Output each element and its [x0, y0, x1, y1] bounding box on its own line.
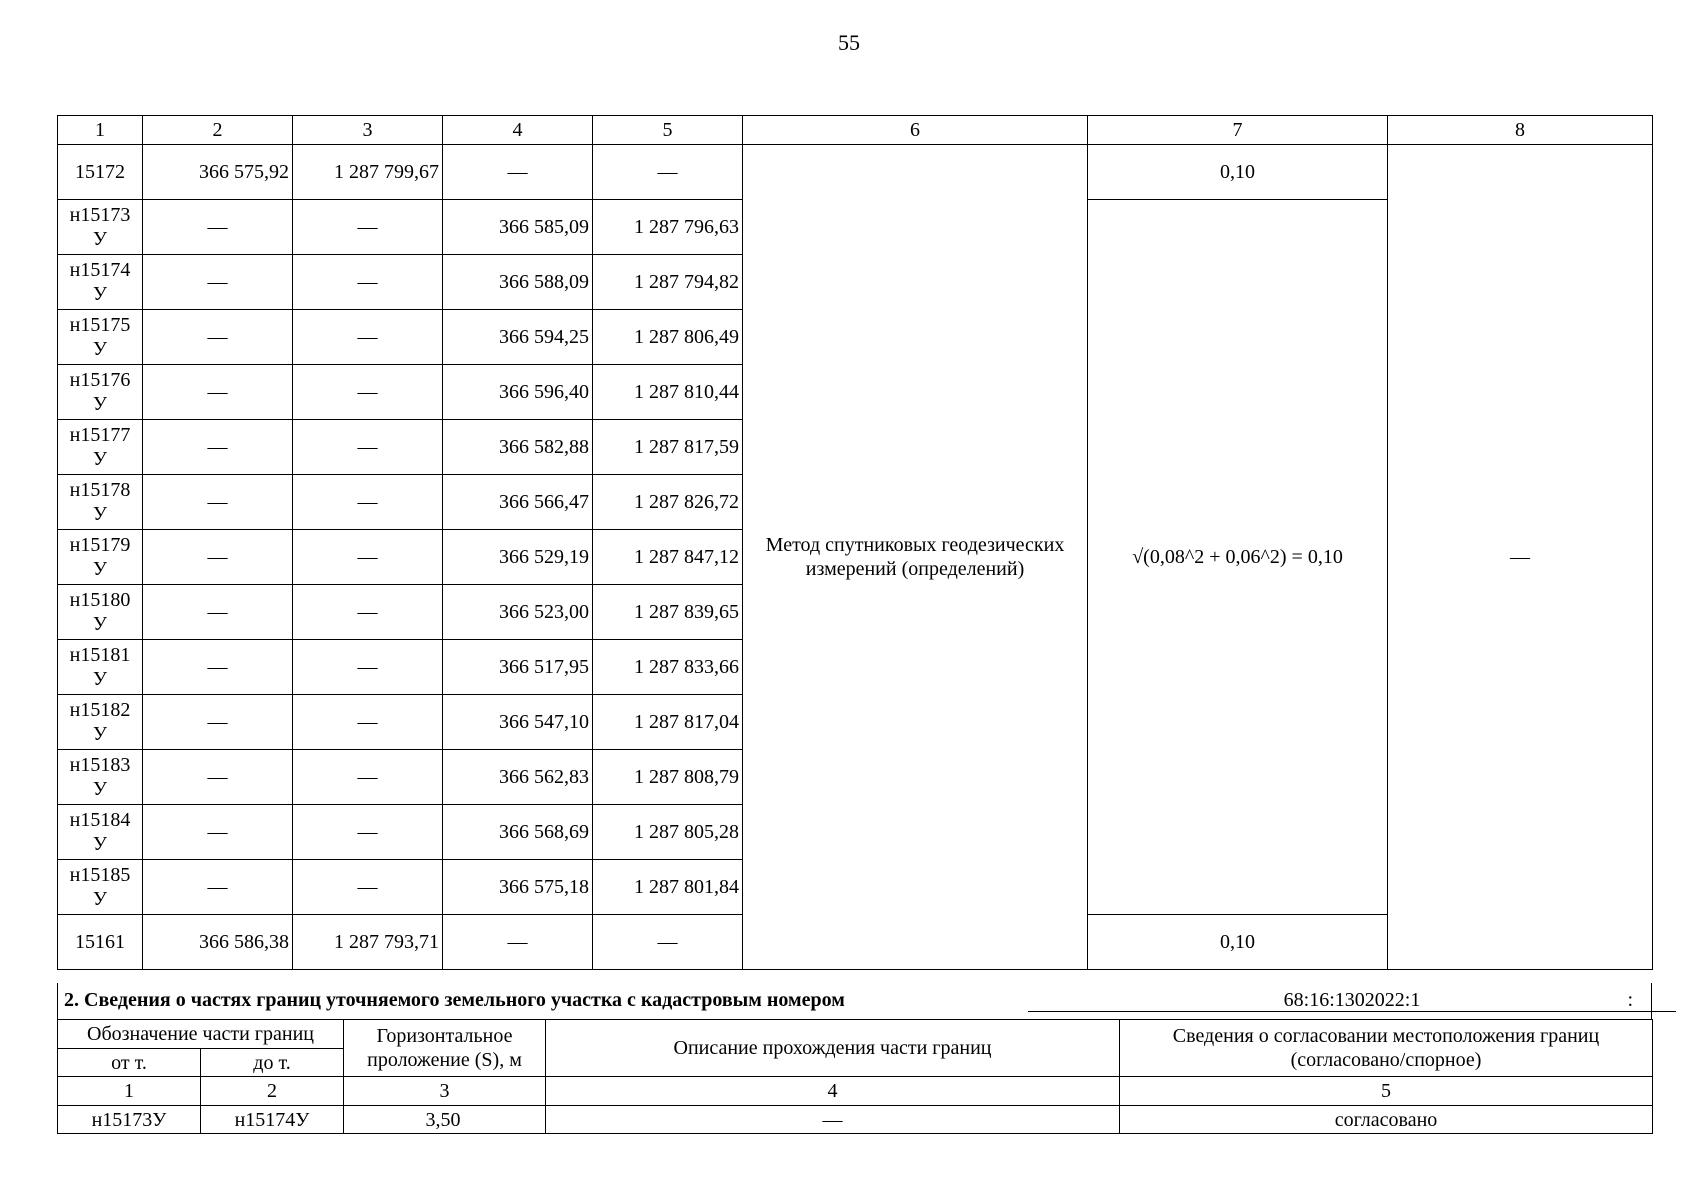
table-row: [58, 145, 1653, 200]
existing-x: —: [143, 805, 293, 860]
point-id-suffix: У: [92, 668, 108, 690]
part-agreement: согласовано: [1120, 1106, 1653, 1134]
point-id-cell: [58, 420, 143, 475]
boundary-parts-table: [57, 1019, 1653, 1134]
existing-x: —: [143, 640, 293, 695]
new-x: 366 517,95: [443, 640, 593, 695]
point-id-suffix: У: [92, 833, 108, 855]
header-agreement: Сведения о согласовании местоположения границ (согласовано/спорное): [1120, 1020, 1653, 1077]
point-id: н15184: [69, 809, 131, 831]
column-header: 8: [1388, 116, 1653, 145]
coordinates-table: [57, 115, 1653, 970]
existing-y: —: [293, 310, 443, 365]
point-id-cell: [58, 585, 143, 640]
part-from: н15173У: [58, 1106, 201, 1134]
part-length: 3,50: [344, 1106, 546, 1134]
column-number: 5: [1120, 1077, 1653, 1106]
column-header: 6: [743, 116, 1088, 145]
existing-y: —: [293, 200, 443, 255]
new-y: —: [593, 915, 743, 970]
header-from: от т.: [58, 1049, 201, 1077]
existing-x: 366 586,38: [143, 915, 293, 970]
new-y: 1 287 833,66: [593, 640, 743, 695]
existing-y: 1 287 799,67: [293, 145, 443, 200]
new-x: 366 588,09: [443, 255, 593, 310]
header-designation: Обозначение части границ: [58, 1020, 344, 1049]
new-y: 1 287 808,79: [593, 750, 743, 805]
new-y: 1 287 839,65: [593, 585, 743, 640]
point-id-cell: [58, 475, 143, 530]
header-to: до т.: [201, 1049, 344, 1077]
point-id: н15173: [69, 204, 131, 226]
column-header: 2: [143, 116, 293, 145]
method-cell: [743, 145, 1088, 970]
existing-x: —: [143, 585, 293, 640]
point-id: н15183: [69, 754, 131, 776]
new-x: 366 566,47: [443, 475, 593, 530]
new-x: 366 523,00: [443, 585, 593, 640]
existing-y: —: [293, 585, 443, 640]
point-id-cell: [58, 255, 143, 310]
column-number: 4: [546, 1077, 1120, 1106]
column-number: 1: [58, 1077, 201, 1106]
point-id-suffix: У: [92, 448, 108, 470]
point-id: н15181: [69, 644, 131, 666]
point-id-suffix: У: [92, 503, 108, 525]
existing-y: —: [293, 860, 443, 915]
existing-x: —: [143, 200, 293, 255]
point-id-cell: [58, 640, 143, 695]
page-number: 55: [838, 30, 860, 55]
point-id-suffix: У: [92, 778, 108, 800]
column-header: 5: [593, 116, 743, 145]
column-header: 4: [443, 116, 593, 145]
part-to: н15174У: [201, 1106, 344, 1134]
new-x: 366 582,88: [443, 420, 593, 475]
new-x: —: [443, 145, 593, 200]
point-id-cell: [58, 805, 143, 860]
new-x: 366 568,69: [443, 805, 593, 860]
method-text: Метод спутниковых геодезических измерений (определений): [765, 534, 1065, 580]
existing-y: —: [293, 255, 443, 310]
new-y: 1 287 847,12: [593, 530, 743, 585]
header-length: Горизонтальное проложение (S), м: [344, 1020, 546, 1077]
existing-y: —: [293, 420, 443, 475]
existing-x: —: [143, 255, 293, 310]
header-description: Описание прохождения части границ: [546, 1020, 1120, 1077]
point-id-cell: [58, 310, 143, 365]
column-header: 7: [1088, 116, 1388, 145]
new-y: 1 287 826,72: [593, 475, 743, 530]
new-x: 366 575,18: [443, 860, 593, 915]
point-id: н15177: [69, 424, 131, 446]
point-id-cell: 15172: [58, 145, 143, 200]
new-y: 1 287 796,63: [593, 200, 743, 255]
point-id: н15179: [69, 534, 131, 556]
point-id: н15175: [69, 314, 131, 336]
existing-x: —: [143, 475, 293, 530]
point-id-suffix: У: [92, 228, 108, 250]
point-id-suffix: У: [92, 283, 108, 305]
column-header: 3: [293, 116, 443, 145]
section2-heading: [57, 983, 1652, 1019]
accuracy-value: 0,10: [1088, 145, 1388, 200]
point-id-suffix: У: [92, 613, 108, 635]
point-id: н15185: [69, 864, 131, 886]
column-number: 2: [201, 1077, 344, 1106]
point-id-suffix: У: [92, 888, 108, 910]
point-id-suffix: У: [92, 338, 108, 360]
existing-x: —: [143, 310, 293, 365]
new-x: 366 596,40: [443, 365, 593, 420]
existing-x: —: [143, 695, 293, 750]
point-id-cell: [58, 365, 143, 420]
new-x: 366 547,10: [443, 695, 593, 750]
existing-x: —: [143, 860, 293, 915]
existing-y: —: [293, 695, 443, 750]
cadastral-number: 68:16:1302022:1: [1028, 985, 1676, 1012]
part-description: —: [546, 1106, 1120, 1134]
existing-y: 1 287 793,71: [293, 915, 443, 970]
new-x: 366 594,25: [443, 310, 593, 365]
point-id: н15180: [69, 589, 131, 611]
new-x: 366 585,09: [443, 200, 593, 255]
existing-x: —: [143, 530, 293, 585]
point-id: н15176: [69, 369, 131, 391]
new-y: —: [593, 145, 743, 200]
point-id-cell: [58, 860, 143, 915]
new-y: 1 287 805,28: [593, 805, 743, 860]
existing-y: —: [293, 365, 443, 420]
point-id-cell: [58, 750, 143, 805]
existing-y: —: [293, 640, 443, 695]
point-id-cell: [58, 530, 143, 585]
existing-x: —: [143, 420, 293, 475]
section2-title: 2. Сведения о частях границ уточняемого земельного участка с кадастровым номером: [64, 989, 845, 1011]
existing-y: —: [293, 750, 443, 805]
new-x: 366 562,83: [443, 750, 593, 805]
point-id: н15178: [69, 479, 131, 501]
existing-y: —: [293, 530, 443, 585]
column8-value: —: [1388, 145, 1653, 970]
point-id-cell: [58, 695, 143, 750]
new-x: 366 529,19: [443, 530, 593, 585]
column-number: 3: [344, 1077, 546, 1106]
existing-y: —: [293, 475, 443, 530]
existing-y: —: [293, 805, 443, 860]
section2-colon: :: [1627, 989, 1633, 1011]
existing-x: —: [143, 365, 293, 420]
column-header: 1: [58, 116, 143, 145]
new-y: 1 287 801,84: [593, 860, 743, 915]
point-id: н15182: [69, 699, 131, 721]
existing-x: —: [143, 750, 293, 805]
point-id-suffix: У: [92, 558, 108, 580]
new-y: 1 287 817,59: [593, 420, 743, 475]
new-y: 1 287 817,04: [593, 695, 743, 750]
point-id-cell: 15161: [58, 915, 143, 970]
accuracy-formula: √(0,08^2 + 0,06^2) = 0,10: [1088, 200, 1388, 915]
new-y: 1 287 810,44: [593, 365, 743, 420]
point-id: н15174: [69, 259, 131, 281]
new-y: 1 287 794,82: [593, 255, 743, 310]
existing-x: 366 575,92: [143, 145, 293, 200]
point-id-suffix: У: [92, 723, 108, 745]
accuracy-value: 0,10: [1088, 915, 1388, 970]
point-id-suffix: У: [92, 393, 108, 415]
point-id-cell: [58, 200, 143, 255]
new-x: —: [443, 915, 593, 970]
new-y: 1 287 806,49: [593, 310, 743, 365]
